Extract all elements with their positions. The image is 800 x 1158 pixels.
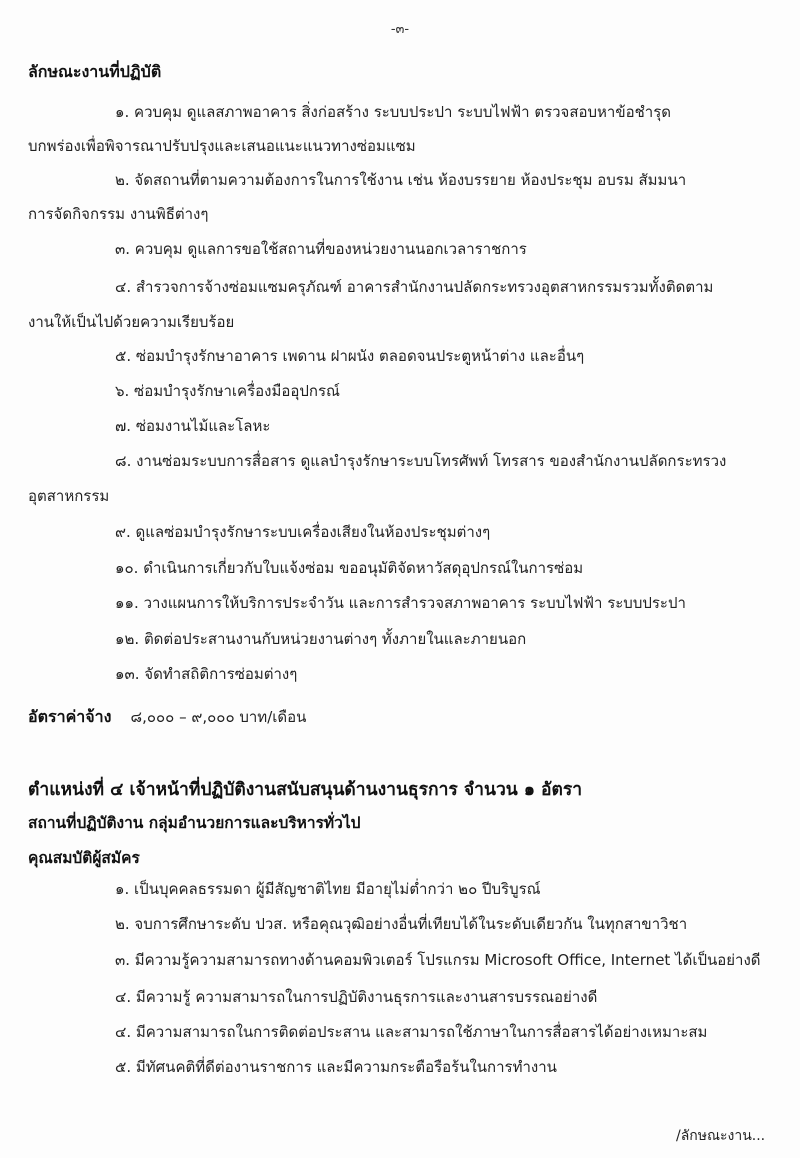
salary-label: อัตราค่าจ้าง (28, 707, 112, 726)
duty-item-1-line2: บกพร่องเพื่อพิจารณาปรับปรุงและเสนอแนะแนวทางซ่อมแซม (28, 137, 416, 155)
duty-item-3: ๓. ควบคุม ดูแลการขอใช้สถานที่ของหน่วยงานนอกเวลาราชการ (115, 240, 527, 258)
qualifications-heading: คุณสมบัติผู้สมัคร (28, 849, 140, 867)
duty-item-9: ๙. ดูแลซ่อมบำรุงรักษาระบบเครื่องเสียงในห้องประชุมต่างๆ (115, 523, 491, 541)
duty-item-1-line1: ๑. ควบคุม ดูแลสภาพอาคาร สิ่งก่อสร้าง ระบบประปา ระบบไฟฟ้า ตรวจสอบหาข้อชำรุด (115, 103, 671, 121)
duty-item-2-line2: การจัดกิจกรรม งานพิธีต่างๆ (28, 205, 209, 223)
position-4-workplace: สถานที่ปฏิบัติงาน กลุ่มอำนวยการและบริหารทั่วไป (28, 814, 361, 832)
salary-row (28, 705, 306, 730)
qualification-item-4: ๔. มีความรู้ ความสามารถในการปฏิบัติงานธุรการและงานสารบรรณอย่างดี (115, 988, 598, 1006)
duty-item-6: ๖. ซ่อมบำรุงรักษาเครื่องมืออุปกรณ์ (115, 382, 340, 400)
duty-item-5: ๕. ซ่อมบำรุงรักษาอาคาร เพดาน ฝาผนัง ตลอดจนประตูหน้าต่าง และอื่นๆ (115, 347, 585, 365)
qualification-item-6: ๕. มีทัศนคติที่ดีต่องานราชการ และมีความกระตือรือร้นในการทำงาน (115, 1058, 557, 1076)
duty-item-10: ๑๐. ดำเนินการเกี่ยวกับใบแจ้งซ่อม ขออนุมัติจัดหาวัสดุอุปกรณ์ในการซ่อม (115, 559, 584, 577)
duty-item-2-line1: ๒. จัดสถานที่ตามความต้องการในการใช้งาน เช่น ห้องบรรยาย ห้องประชุม อบรม สัมมนา (115, 171, 687, 189)
qualification-item-2: ๒. จบการศึกษาระดับ ปวส. หรือคุณวุฒิอย่างอื่นที่เทียบได้ในระดับเดียวกัน ในทุกสาขาวิชา (115, 915, 688, 933)
position-4-title: ตำแหน่งที่ ๔ เจ้าหน้าที่ปฏิบัติงานสนับสนุนด้านงานธุรการ จำนวน ๑ อัตรา (28, 780, 583, 800)
continuation-note: /ลักษณะงาน... (676, 1128, 766, 1144)
duty-item-12: ๑๒. ติดต่อประสานงานกับหน่วยงานต่างๆ ทั้งภายในและภายนอก (115, 630, 527, 648)
duty-item-4-line1: ๔. สำรวจการจ้างซ่อมแซมครุภัณฑ์ อาคารสำนักงานปลัดกระทรวงอุตสาหกรรมรวมทั้งติดตาม (115, 278, 714, 296)
duty-item-11: ๑๑. วางแผนการให้บริการประจำวัน และการสำรวจสภาพอาคาร ระบบไฟฟ้า ระบบประปา (115, 594, 686, 612)
duty-item-4-line2: งานให้เป็นไปด้วยความเรียบร้อย (28, 313, 235, 331)
page-number: -๓- (390, 22, 410, 37)
qualification-item-1: ๑. เป็นบุคคลธรรมดา ผู้มีสัญชาติไทย มีอายุไม่ต่ำกว่า ๒๐ ปีบริบูรณ์ (115, 880, 541, 898)
duties-heading: ลักษณะงานที่ปฏิบัติ (28, 62, 162, 81)
duty-item-13: ๑๓. จัดทำสถิติการซ่อมต่างๆ (115, 665, 298, 683)
duty-item-8-line1: ๘. งานซ่อมระบบการสื่อสาร ดูแลบำรุงรักษาระบบโทรศัพท์ โทรสาร ของสำนักงานปลัดกระทรวง (115, 452, 727, 470)
duty-item-7: ๗. ซ่อมงานไม้และโลหะ (115, 417, 271, 435)
duty-item-8-line2: อุตสาหกรรม (28, 487, 110, 505)
salary-value: ๘,๐๐๐ – ๙,๐๐๐ บาท/เดือน (130, 708, 307, 726)
qualification-item-5: ๔. มีความสามารถในการติดต่อประสาน และสามารถใช้ภาษาในการสื่อสารได้อย่างเหมาะสม (115, 1023, 708, 1041)
qualification-item-3: ๓. มีความรู้ความสามารถทางด้านคอมพิวเตอร์ โปรแกรม Microsoft Office, Internet ได้เป็นอย่างดี (115, 951, 761, 969)
